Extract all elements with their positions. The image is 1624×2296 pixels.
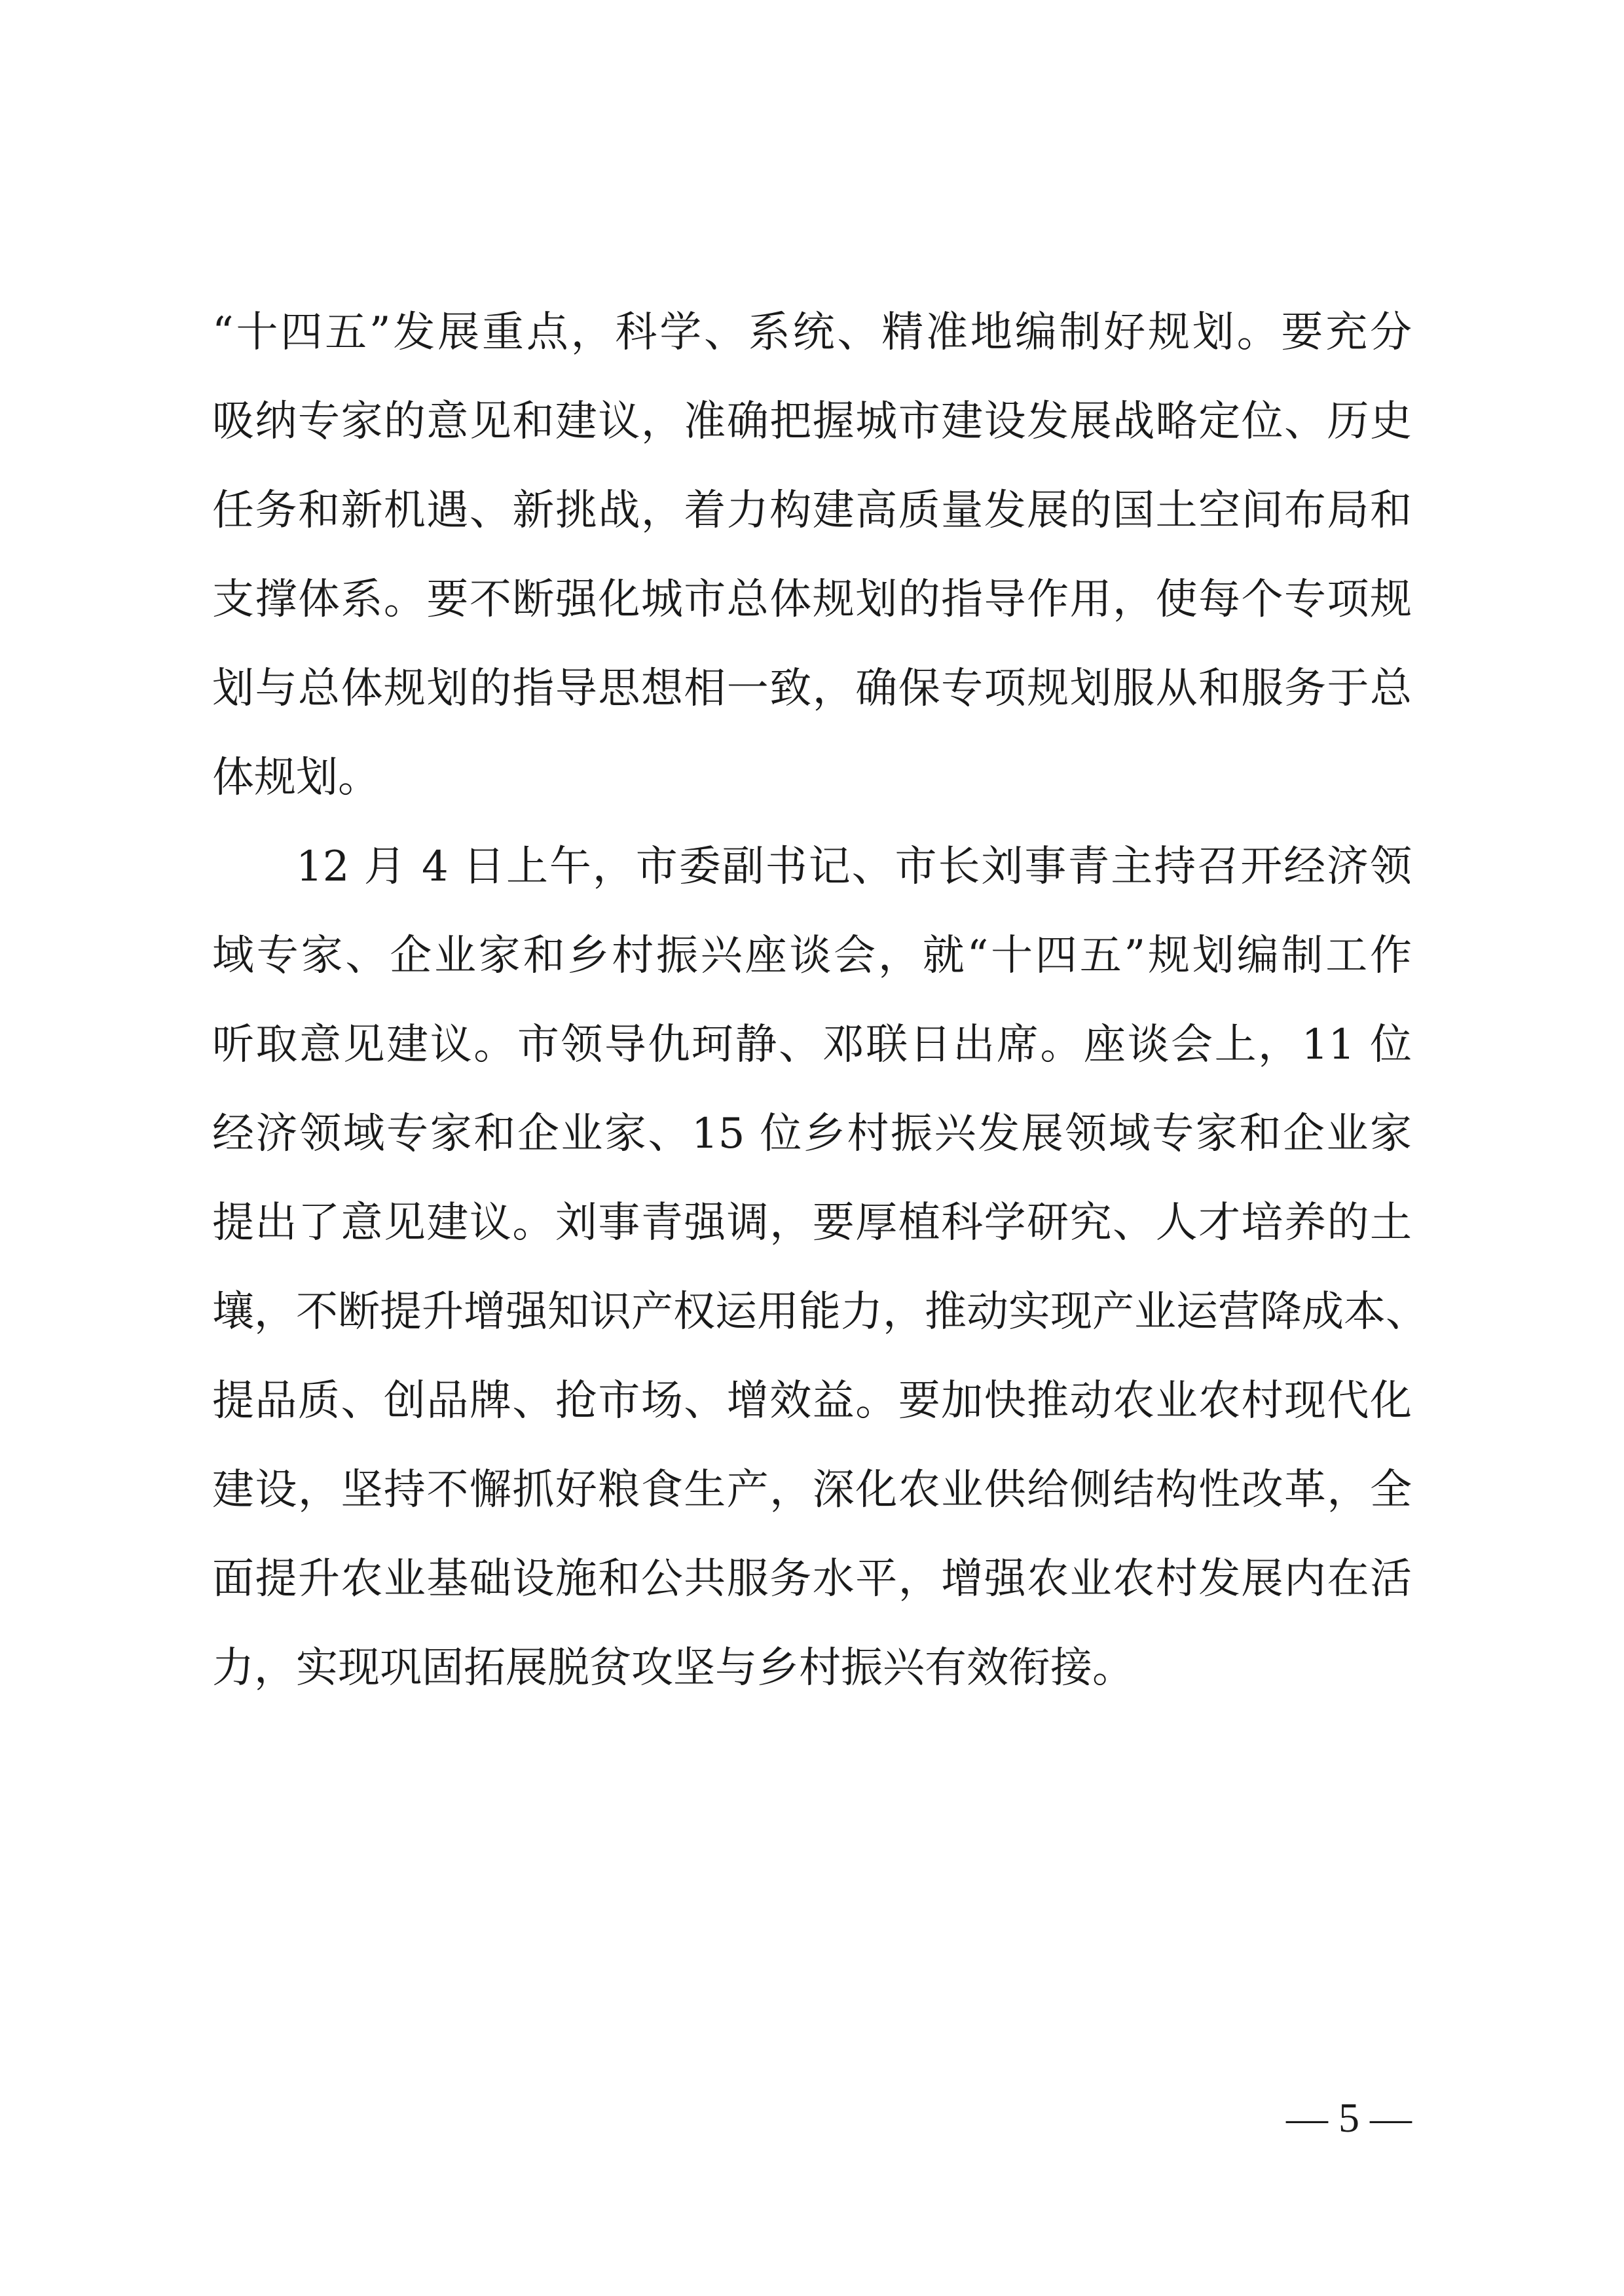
paragraph-line: 面提升农业基础设施和公共服务水平，增强农业农村发展内在活 xyxy=(212,1555,1412,1603)
page-number: — 5 — xyxy=(1286,2094,1412,2141)
paragraph-line: 吸纳专家的意见和建议，准确把握城市建设发展战略定位、历史 xyxy=(212,397,1412,446)
paragraph-line: 12 月 4 日上午，市委副书记、市长刘事青主持召开经济领 xyxy=(296,843,1412,891)
paragraph-line: 划与总体规划的指导思想相一致，确保专项规划服从和服务于总 xyxy=(212,665,1412,713)
paragraph-line: 经济领域专家和企业家、15 位乡村振兴发展领域专家和企业家 xyxy=(212,1110,1412,1158)
paragraph-line: “十四五”发展重点，科学、系统、精准地编制好规划。要充分 xyxy=(212,308,1412,357)
paragraph-line: 听取意见建议。市领导仇珂静、邓联日出席。座谈会上，11 位 xyxy=(212,1021,1412,1069)
paragraph-2 xyxy=(212,822,1428,1713)
paragraph-line: 壤，不断提升增强知识产权运用能力，推动实现产业运营降成本、 xyxy=(212,1288,1428,1336)
body-text xyxy=(212,288,1428,1713)
paragraph-line: 域专家、企业家和乡村振兴座谈会，就“十四五”规划编制工作 xyxy=(212,932,1412,980)
paragraph-line: 提出了意见建议。刘事青强调，要厚植科学研究、人才培养的土 xyxy=(212,1199,1412,1247)
paragraph-1 xyxy=(212,288,1412,822)
paragraph-line: 体规划。 xyxy=(212,754,380,802)
paragraph-line: 支撑体系。要不断强化城市总体规划的指导作用，使每个专项规 xyxy=(212,575,1412,624)
paragraph-line: 建设，坚持不懈抓好粮食生产，深化农业供给侧结构性改革，全 xyxy=(212,1466,1412,1514)
paragraph-line: 任务和新机遇、新挑战，着力构建高质量发展的国土空间布局和 xyxy=(212,486,1412,535)
paragraph-line: 提品质、创品牌、抢市场、增效益。要加快推动农业农村现代化 xyxy=(212,1377,1412,1425)
paragraph-line: 力，实现巩固拓展脱贫攻坚与乡村振兴有效衔接。 xyxy=(212,1644,1134,1692)
